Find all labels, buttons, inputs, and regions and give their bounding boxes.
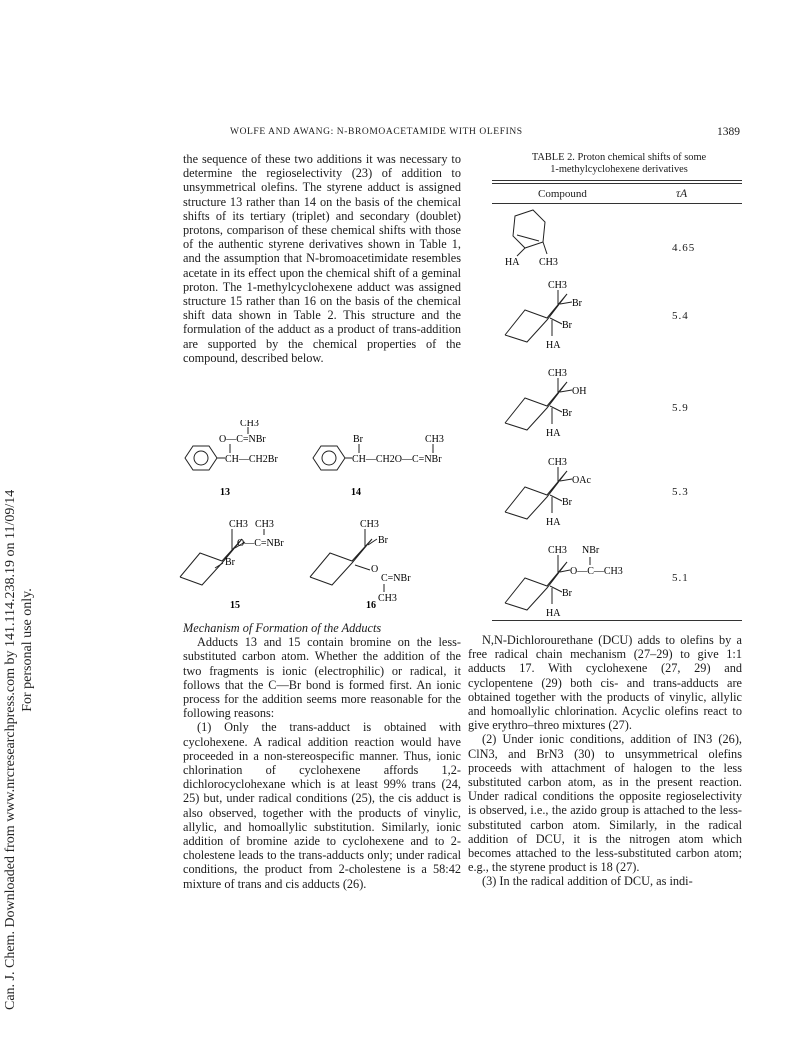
cyclohexane-chair-15 [180, 529, 245, 585]
structures-13-14 [175, 420, 475, 500]
table-row-1-value: 4.65 [672, 242, 696, 254]
table-row-5-structure [500, 543, 670, 618]
intro-paragraph: the sequence of these two additions it was necessary to determine the regioselectivity (23) of addition to unsymmetrical olefins. The styrene adduct is assigned structure 13 rather than 14 on the basis of the chemical shifts of its tertiary (triplet) and secondary (doublet) protons, comparison of these chemical shifts with those of the authentic styrene derivatives shown in Table 1, and the assumption that N-bromoacetimidate resembles acetate in its effect upon the chemical shift of a geminal proton. The 1-methylcyclohexene adduct was assigned structure 15 rather than 16 on the basis of the chemical shift data shown in Table 2. This structure and the formulation of the adduct as a product of trans-addition are supported by the chemical properties of the compound, described below. [183, 152, 461, 365]
row5-ha: HA [546, 608, 561, 618]
table-row-4-value: 5.3 [672, 486, 689, 498]
cyclohexane-chair-16 [310, 529, 377, 585]
s14-ch3: CH3 [425, 434, 444, 445]
row4-oac: OAc [572, 475, 591, 486]
s15-ch3b: CH3 [255, 519, 274, 530]
structure-13-label: 13 [220, 487, 230, 498]
row4-ch3: CH3 [548, 457, 567, 468]
left-column-bottom [183, 621, 461, 891]
table-caption-line1: TABLE 2. Proton chemical shifts of some [531, 152, 707, 163]
row2-br2: Br [562, 320, 572, 331]
row3-oh: OH [572, 386, 587, 397]
table-row-5-value: 5.1 [672, 572, 689, 584]
row3-ch3: CH3 [548, 368, 567, 379]
table-header-rule [492, 203, 742, 204]
running-head [230, 127, 740, 137]
row2-ha: HA [546, 340, 561, 351]
row1-ch3: CH3 [539, 257, 558, 268]
row4-br: Br [562, 497, 572, 508]
structures-15-16 [175, 515, 475, 615]
left-column-top [183, 152, 461, 365]
row5-ch3: CH3 [548, 545, 567, 556]
row5-imidate: O—C—CH3 [570, 566, 623, 577]
table-bottom-rule [492, 620, 742, 621]
s14-chain: CH—CH2O—C=NBr [352, 454, 442, 465]
structure-15-label: 15 [230, 600, 240, 611]
s13-chain: CH—CH2Br [225, 454, 278, 465]
row2-br1: Br [572, 298, 582, 309]
structure-14-label: 14 [351, 487, 361, 498]
section-title: Mechanism of Formation of the Adducts [183, 621, 382, 635]
s13-imidate: O—C=NBr [219, 434, 266, 445]
sidebar-download-line: Can. J. Chem. Downloaded from www.nrcresearchpress.com by 141.114.238.19 on 11/09/14 [3, 489, 18, 1010]
running-head-title: WOLFE AND AWANG: N-BROMOACETAMIDE WITH OLEFINS [230, 127, 523, 137]
row3-ha: HA [546, 428, 561, 439]
s15-ch3a: CH3 [229, 519, 248, 530]
structure-16-label: 16 [366, 600, 376, 611]
row1-ha: HA [505, 257, 520, 268]
table-top-rule [492, 180, 742, 181]
table-row-4-structure [500, 457, 630, 532]
mechanism-paragraph-2: (1) Only the trans-adduct is obtained with cyclohexene. A radical addition reaction would have proceeded in a non-stereospecific manner. Thus, ionic chlorination of cyclohexene affords 1,2-dichlorocyclohexane which is at least 99% trans (24, 25) but, under radical conditions (25), the cis adduct is also observed, together with the products of vinylic, allylic, and homoallylic substitution. Similarly, ionic addition of bromine azide to cyclohexene and to 2-cholestene leads to the trans-adducts only; under radical conditions, the product from 2-cholestene is a 58:42 mixture of trans and cis adducts (26). [183, 720, 461, 891]
mechanism-paragraph-1: Adducts 13 and 15 contain bromine on the less-substituted carbon atom. Whether the addition of the two fragments is ionic (electrophilic) or radical, it follows that the C—Br bond is formed first. An ionic process for the addition seems more reasonable for the following reasons: [183, 635, 461, 721]
table-row-3-structure [500, 368, 630, 443]
s15-imidate: O—C=NBr [237, 538, 284, 549]
s15-br: Br [225, 557, 235, 568]
right-column-bottom [468, 633, 742, 889]
s16-br: Br [378, 535, 388, 546]
table-row-1-structure [495, 208, 595, 268]
s16-ch3: CH3 [360, 519, 379, 530]
sidebar-personal-use-line: For personal use only. [20, 588, 35, 712]
row2-ch3: CH3 [548, 280, 567, 291]
regioselectivity-paragraph: (2) Under ionic conditions, addition of IN3 (26), ClN3, and BrN3 (30) to unsymmetrical olefins proceeds with attachment of halogen to the less substituted carbon atom, as in the present reaction. Under radical conditions the opposite regioselectivity is observed, i.e., the azido group is attached to the less-substituted carbon atom. Similarly, in the radical addition of DCU, it is the nitrogen atom which becomes attached to the less-substituted carbon atom; e.g., the styrene product is 18 (27). [468, 732, 742, 875]
table-caption-line2: 1-methylcyclohexene derivatives [550, 164, 688, 175]
table-row-3-value: 5.9 [672, 402, 689, 414]
s16-o: O [371, 564, 379, 575]
s16-ch3b: CH3 [378, 593, 397, 604]
s14-br: Br [353, 434, 363, 445]
s13-ch3: CH3 [240, 420, 259, 429]
page-number: 1389 [717, 126, 740, 138]
table-col-tau: τA [676, 188, 688, 200]
radical-addition-paragraph: (3) In the radical addition of DCU, as indi- [482, 874, 693, 889]
download-sidebar [2, 489, 35, 1010]
dcu-paragraph: N,N-Dichlorourethane (DCU) adds to olefins by a free radical chain mechanism (27–29) to give 1:1 adducts 17. With cyclohexene (27, 29) and cyclopentene (29) both cis- and trans-adducts are obtained together with the products of vinylic, allylic and homoallylic chlorination. Acyclic olefins react to give erythro–threo mixtures (27). [468, 633, 742, 733]
benzene-ring-14 [313, 446, 345, 470]
s16-cnbr: C=NBr [381, 573, 411, 584]
row4-ha: HA [546, 517, 561, 528]
table-row-2-structure [500, 280, 630, 355]
table-col-compound: Compound [538, 188, 587, 200]
row3-br: Br [562, 408, 572, 419]
row5-nbr: NBr [582, 545, 600, 556]
row5-br: Br [562, 588, 572, 599]
table-row-2-value: 5.4 [672, 310, 689, 322]
benzene-ring-13 [185, 446, 217, 470]
table-caption [496, 152, 742, 176]
table-top-rule-2 [492, 183, 742, 184]
